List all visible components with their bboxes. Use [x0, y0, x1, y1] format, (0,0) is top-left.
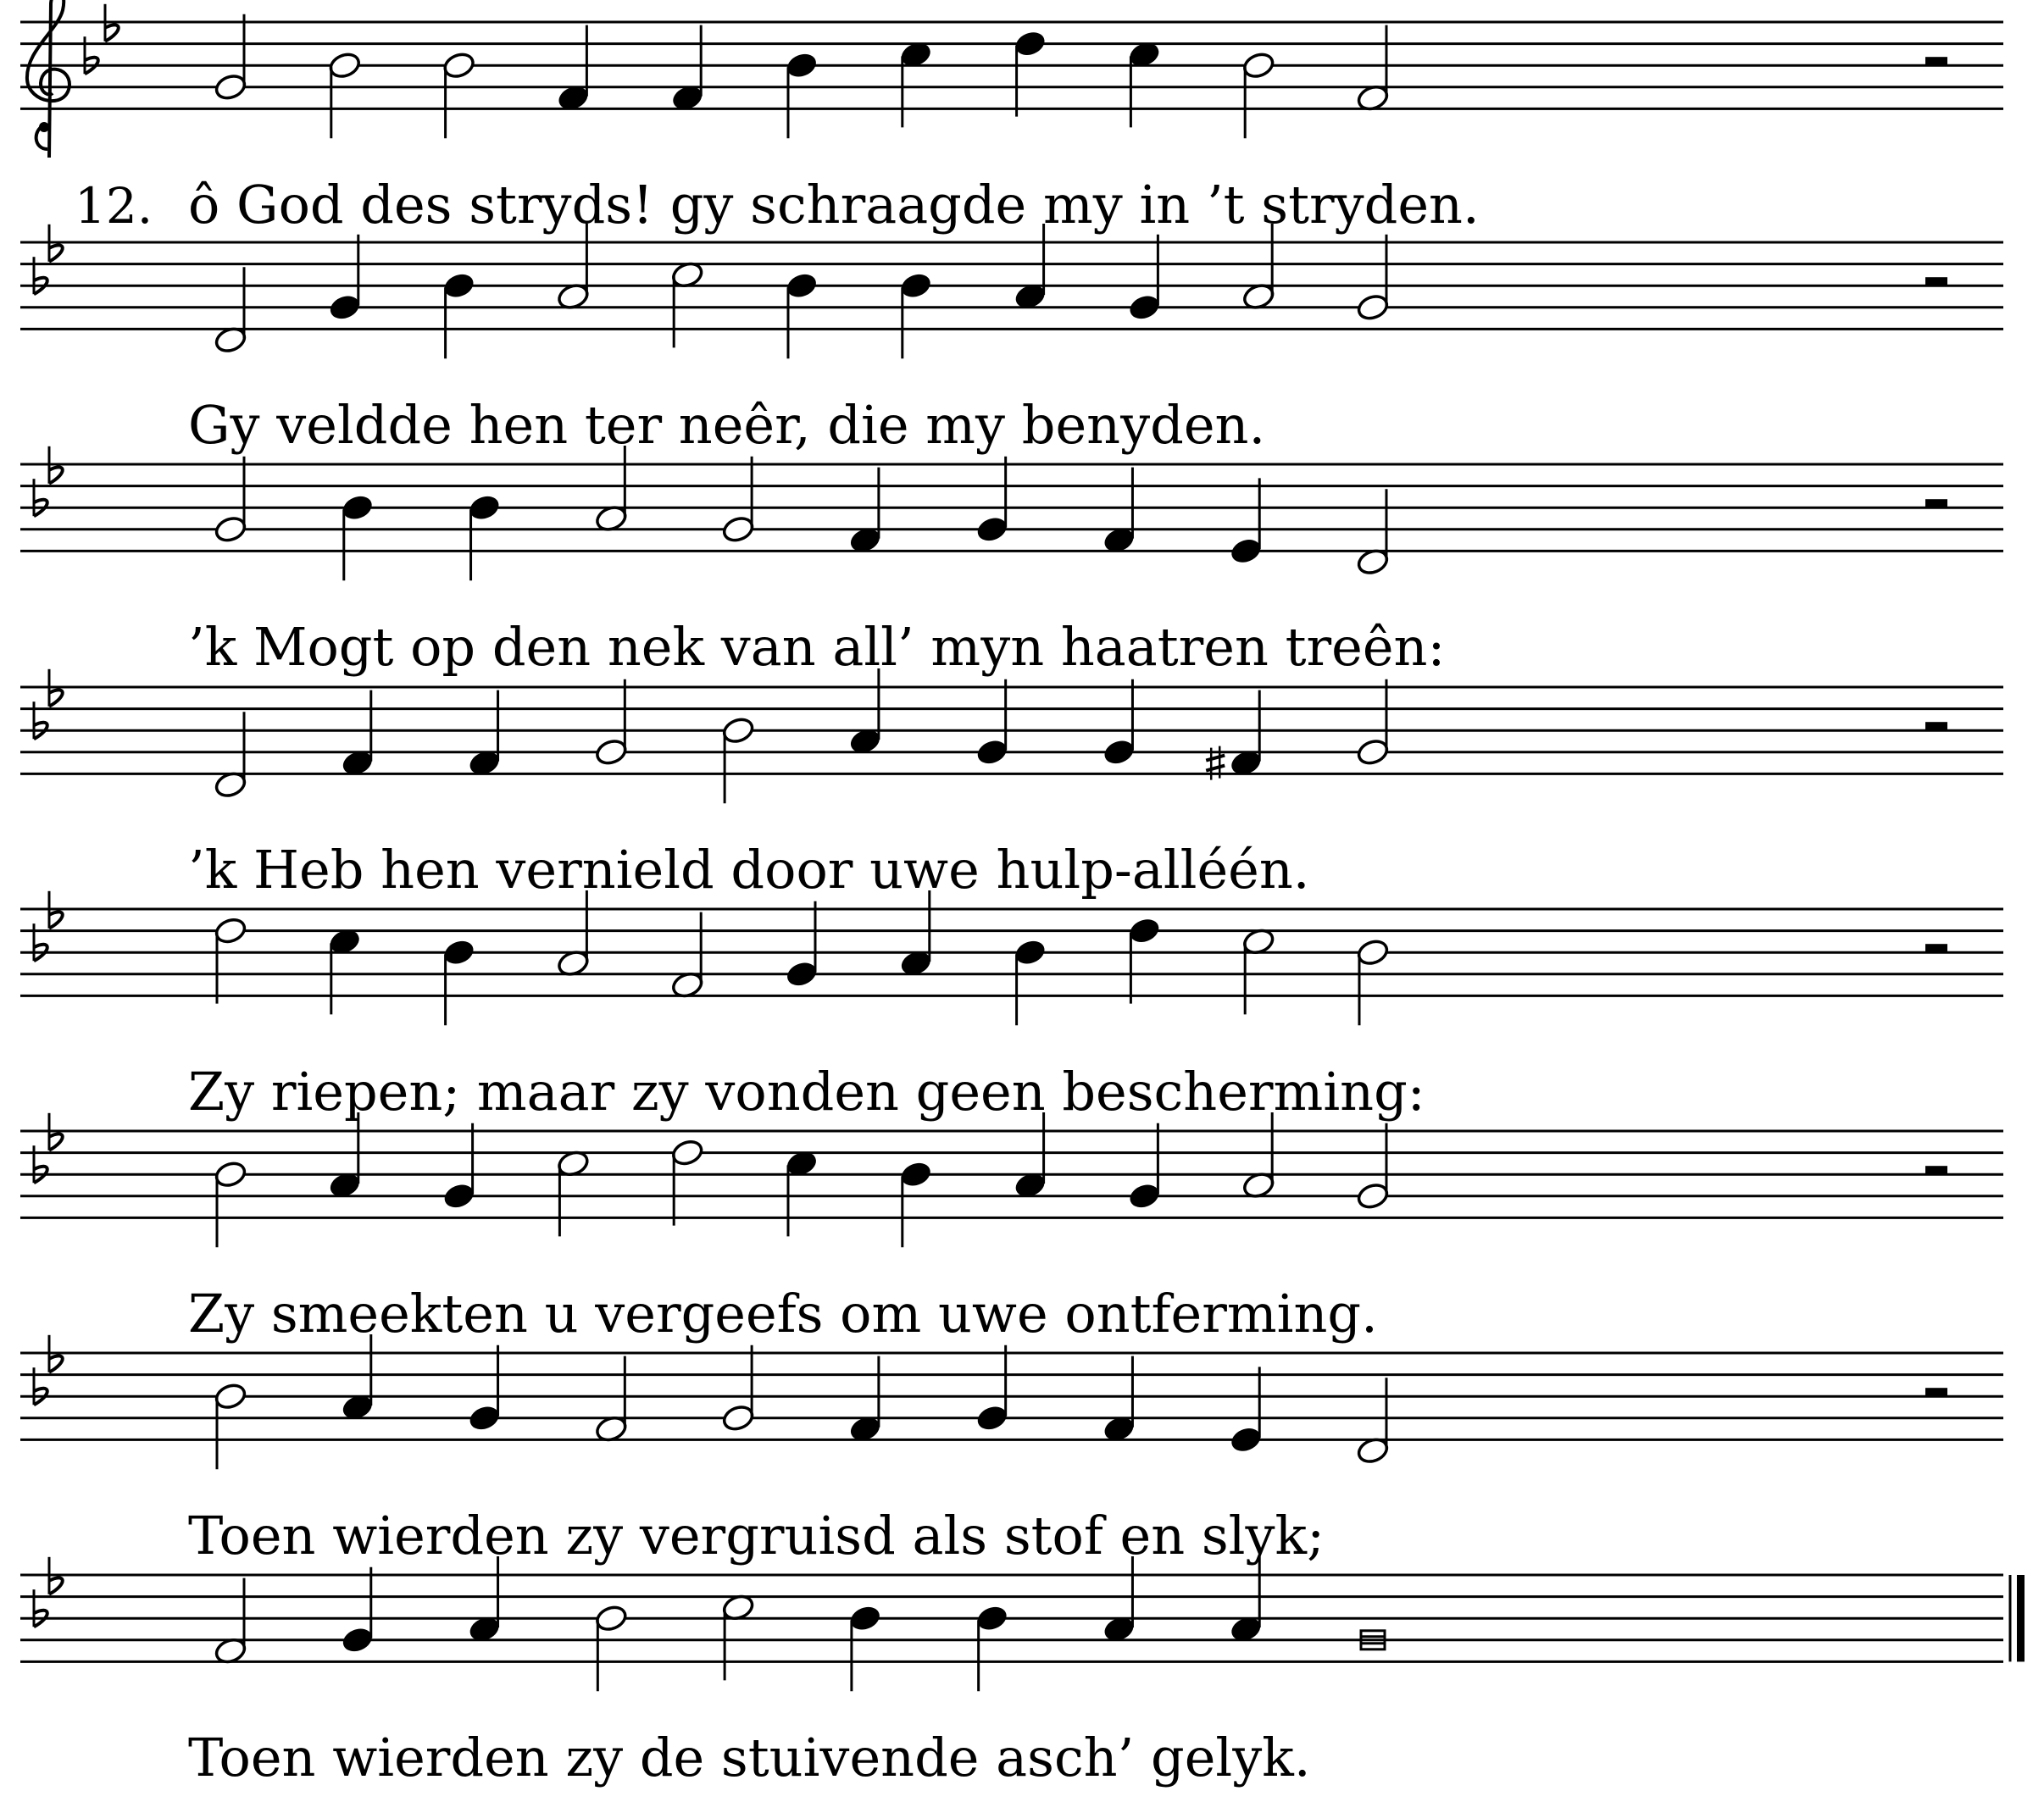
note — [214, 712, 248, 799]
note — [1356, 938, 1391, 1025]
system-3 — [20, 446, 2003, 678]
note — [341, 1334, 375, 1422]
lyric-line: Gy veldde hen ter neêr, die my benyden. — [188, 394, 1266, 456]
note — [975, 1345, 1009, 1433]
note — [1356, 489, 1391, 576]
note — [1241, 1112, 1276, 1200]
note — [1102, 679, 1136, 767]
note — [442, 271, 476, 358]
system-1 — [20, 0, 2003, 236]
staff — [20, 242, 2003, 329]
note — [467, 493, 502, 580]
note — [975, 1604, 1009, 1691]
note — [670, 25, 705, 113]
key-flat-b-icon — [34, 923, 47, 961]
note — [214, 14, 248, 102]
note — [442, 1123, 476, 1211]
note — [1241, 51, 1276, 138]
half-rest — [1925, 277, 1947, 286]
lyric-line: ’k Heb hen vernield door uwe hulp-alléén. — [188, 839, 1310, 901]
note — [1102, 468, 1136, 555]
note — [899, 40, 934, 127]
staff — [20, 1353, 2003, 1439]
lyric-line: Zy riepen; maar zy vonden geen bescherming: — [188, 1061, 1425, 1123]
staff — [20, 464, 2003, 551]
note — [328, 927, 363, 1014]
note — [214, 1160, 248, 1247]
note — [442, 938, 476, 1025]
note — [1127, 1123, 1162, 1211]
note — [1013, 938, 1047, 1025]
treble-clef-icon — [27, 0, 69, 158]
system-4 — [20, 668, 2003, 901]
note — [1356, 25, 1391, 113]
note — [1229, 478, 1264, 565]
note — [1013, 29, 1047, 116]
note — [1127, 916, 1162, 1003]
note — [214, 916, 248, 1003]
note — [594, 1604, 629, 1691]
note — [848, 1604, 883, 1691]
note — [214, 267, 248, 354]
key-flat-b-icon — [85, 36, 98, 74]
lyric-line: Toen wierden zy vergruisd als stof en slyk; — [188, 1505, 1325, 1566]
staff — [20, 22, 2003, 108]
note — [721, 716, 756, 803]
half-rest — [1925, 1166, 1947, 1174]
system-6 — [20, 1112, 2003, 1345]
half-rest — [1925, 499, 1947, 507]
note — [721, 1345, 756, 1433]
lyric-line: ô God des stryds! gy schraagde my in ’t stryden. — [188, 174, 1480, 236]
note — [1102, 1356, 1136, 1444]
note — [467, 1556, 502, 1644]
note — [328, 235, 363, 322]
note — [1356, 679, 1391, 767]
note — [328, 1112, 363, 1200]
note — [1013, 1112, 1047, 1200]
note — [1241, 927, 1276, 1014]
note — [721, 457, 756, 544]
note — [1127, 40, 1162, 127]
note — [1356, 235, 1391, 322]
key-flat-b-icon — [34, 1589, 47, 1627]
note — [785, 1149, 819, 1236]
note — [721, 1593, 756, 1680]
system-5 — [20, 890, 2003, 1123]
note — [594, 446, 629, 533]
system-7 — [20, 1334, 2003, 1566]
half-rest — [1925, 57, 1947, 65]
note — [556, 224, 591, 311]
key-flat-b-icon — [34, 479, 47, 516]
note — [341, 1567, 375, 1655]
final-barline — [2010, 1575, 2025, 1661]
staff — [20, 909, 2003, 995]
note — [1356, 1123, 1391, 1211]
note — [785, 901, 819, 989]
system-2 — [20, 224, 2003, 456]
note — [1127, 235, 1162, 322]
note — [1102, 1556, 1136, 1644]
note — [670, 1138, 705, 1225]
note — [214, 1578, 248, 1666]
staff — [20, 687, 2003, 773]
half-rest — [1925, 722, 1947, 730]
note — [214, 457, 248, 544]
note — [341, 690, 375, 778]
system-8 — [20, 1556, 2025, 1788]
note — [975, 679, 1009, 767]
note — [899, 1160, 934, 1247]
half-rest — [1925, 944, 1947, 952]
key-flat-b-icon — [34, 701, 47, 739]
note — [328, 51, 363, 138]
note — [670, 912, 705, 1000]
note — [594, 679, 629, 767]
note — [1229, 690, 1264, 778]
note — [467, 690, 502, 778]
note — [214, 1382, 248, 1469]
note — [556, 25, 591, 113]
verse-number: 12. — [75, 177, 153, 235]
note — [670, 260, 705, 347]
note — [341, 493, 375, 580]
note — [442, 51, 476, 138]
lyric-line: Toen wierden zy de stuivende asch’ gelyk. — [188, 1727, 1311, 1788]
note — [899, 890, 934, 978]
key-flat-b-icon — [34, 1145, 47, 1183]
note — [785, 271, 819, 358]
lyric-line: ’k Mogt op den nek van all’ myn haatren treên: — [188, 616, 1446, 678]
note — [1013, 224, 1047, 311]
note — [899, 271, 934, 358]
key-flat-b-icon — [34, 1367, 47, 1405]
note — [1356, 1378, 1391, 1465]
note — [556, 890, 591, 978]
key-flat-b-icon — [34, 257, 47, 294]
staff — [20, 1131, 2003, 1217]
note — [594, 1356, 629, 1444]
note — [848, 668, 883, 756]
note — [467, 1345, 502, 1433]
staff — [20, 1575, 2003, 1661]
note — [1229, 1556, 1264, 1644]
note — [1229, 1367, 1264, 1454]
half-rest — [1925, 1388, 1947, 1396]
note — [848, 468, 883, 555]
note — [1241, 224, 1276, 311]
note — [785, 51, 819, 138]
lyric-line: Zy smeekten u vergeefs om uwe ontferming. — [188, 1283, 1378, 1345]
note — [556, 1149, 591, 1236]
note — [975, 457, 1009, 544]
note — [848, 1356, 883, 1444]
